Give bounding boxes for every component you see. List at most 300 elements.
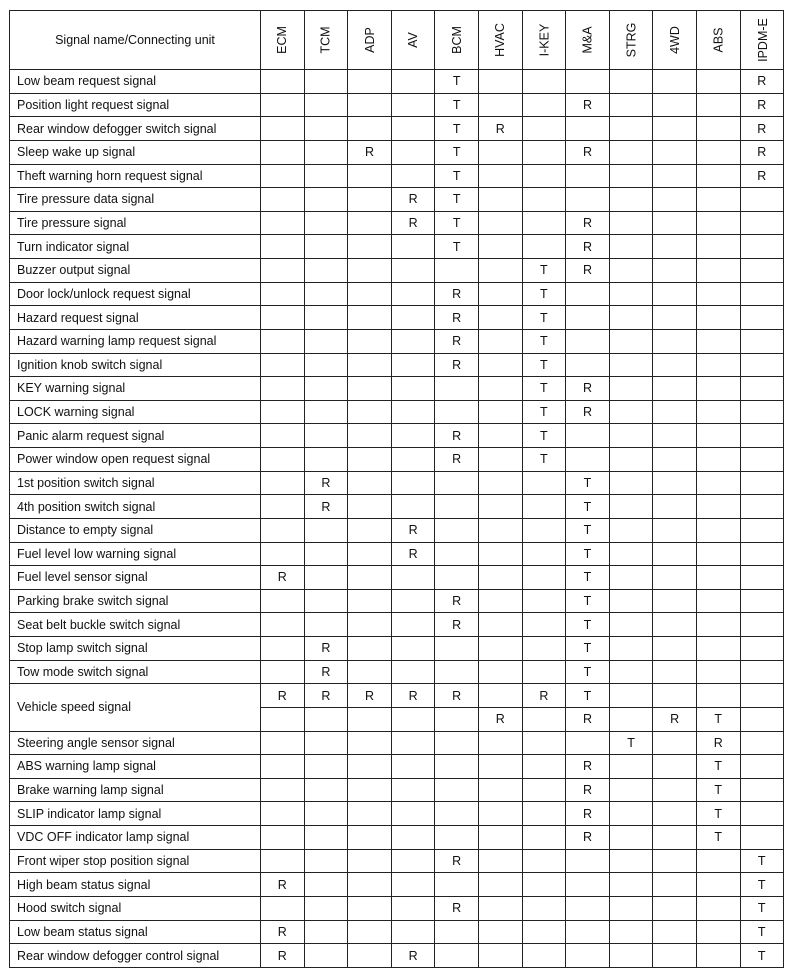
- signal-cell-tcm: [304, 353, 348, 377]
- signal-cell-bcm: T: [435, 140, 479, 164]
- signal-cell-strg: [609, 920, 653, 944]
- signal-cell-bcm: T: [435, 164, 479, 188]
- signal-cell-av: [391, 802, 435, 826]
- signal-row: [10, 920, 784, 944]
- signal-cell-4wd: [653, 282, 697, 306]
- signal-name: Brake warning lamp signal: [10, 778, 261, 802]
- signal-cell-bcm: [435, 377, 479, 401]
- signal-cell-ipdm-e: [740, 448, 783, 472]
- signal-cell-av: [391, 755, 435, 779]
- signal-cell-m-a: T: [566, 684, 610, 708]
- signal-cell-bcm: R: [435, 353, 479, 377]
- signal-cell-hvac: [478, 188, 522, 212]
- signal-name: Steering angle sensor signal: [10, 731, 261, 755]
- signal-cell-av: [391, 495, 435, 519]
- signal-cell-bcm: T: [435, 70, 479, 94]
- signal-cell-av: R: [391, 518, 435, 542]
- signal-cell-hvac: [478, 235, 522, 259]
- signal-name: Distance to empty signal: [10, 518, 261, 542]
- signal-cell-abs: [696, 140, 740, 164]
- signal-cell-strg: [609, 448, 653, 472]
- signal-cell-strg: [609, 400, 653, 424]
- signal-row: [10, 211, 784, 235]
- signal-name: Vehicle speed signal: [10, 684, 261, 731]
- signal-cell-i-key: [522, 235, 566, 259]
- signal-name: Seat belt buckle switch signal: [10, 613, 261, 637]
- signal-cell-av: [391, 329, 435, 353]
- signal-cell-4wd: [653, 93, 697, 117]
- signal-cell-hvac: [478, 164, 522, 188]
- signal-cell-adp: [348, 70, 392, 94]
- signal-cell-ipdm-e: [740, 353, 783, 377]
- signal-cell-av: [391, 849, 435, 873]
- signal-cell-abs: [696, 613, 740, 637]
- signal-cell-tcm: [304, 542, 348, 566]
- signal-cell-i-key: [522, 613, 566, 637]
- signal-cell-ipdm-e: [740, 755, 783, 779]
- signal-cell-abs: [696, 70, 740, 94]
- signal-cell-ipdm-e: R: [740, 140, 783, 164]
- signal-cell-ecm: R: [261, 566, 305, 590]
- signal-cell-adp: [348, 400, 392, 424]
- signal-cell-ipdm-e: [740, 329, 783, 353]
- signal-cell-ecm: [261, 542, 305, 566]
- signal-row: [10, 282, 784, 306]
- signal-cell-adp: [348, 377, 392, 401]
- signal-cell-ipdm-e: T: [740, 920, 783, 944]
- signal-cell-hvac: [478, 589, 522, 613]
- signal-cell-ecm: [261, 211, 305, 235]
- signal-cell-strg: [609, 377, 653, 401]
- signal-cell-ecm: [261, 660, 305, 684]
- signal-cell-ipdm-e: [740, 495, 783, 519]
- signal-row: [10, 589, 784, 613]
- signal-cell-tcm: [304, 613, 348, 637]
- signal-cell-ecm: [261, 826, 305, 850]
- signal-cell-hvac: [478, 353, 522, 377]
- signal-cell-ipdm-e: [740, 400, 783, 424]
- signal-cell-strg: [609, 637, 653, 661]
- signal-row: [10, 802, 784, 826]
- signal-cell-hvac: [478, 259, 522, 283]
- signal-cell-abs: [696, 377, 740, 401]
- signal-cell-hvac: [478, 613, 522, 637]
- signal-cell-av: [391, 448, 435, 472]
- signal-row: [10, 613, 784, 637]
- signal-cell-4wd: [653, 873, 697, 897]
- signal-cell-strg: [609, 495, 653, 519]
- signal-cell-abs: [696, 400, 740, 424]
- signal-cell-abs: [696, 684, 740, 708]
- signal-cell-adp: [348, 495, 392, 519]
- signal-cell-bcm: [435, 873, 479, 897]
- signal-cell-strg: [609, 70, 653, 94]
- signal-cell-tcm: [304, 826, 348, 850]
- signal-cell-abs: [696, 896, 740, 920]
- signal-cell-bcm: [435, 731, 479, 755]
- signal-cell-i-key: T: [522, 400, 566, 424]
- signal-row: [10, 400, 784, 424]
- signal-cell-tcm: [304, 778, 348, 802]
- signal-cell-i-key: [522, 471, 566, 495]
- signal-cell-i-key: [522, 188, 566, 212]
- header-row: [10, 11, 784, 70]
- signal-row: [10, 140, 784, 164]
- signal-cell-4wd: [653, 471, 697, 495]
- signal-cell-ecm: [261, 802, 305, 826]
- signal-cell-i-key: [522, 211, 566, 235]
- signal-cell-av: R: [391, 542, 435, 566]
- signal-cell-adp: [348, 424, 392, 448]
- signal-cell-ipdm-e: [740, 306, 783, 330]
- signal-cell-tcm: [304, 518, 348, 542]
- signal-cell-hvac: [478, 377, 522, 401]
- signal-cell-adp: [348, 471, 392, 495]
- signal-cell-4wd: [653, 329, 697, 353]
- signal-cell-ipdm-e: [740, 637, 783, 661]
- signal-cell-4wd: [653, 896, 697, 920]
- signal-cell-adp: [348, 802, 392, 826]
- unit-header: 4WD: [653, 11, 697, 70]
- signal-cell-adp: [348, 164, 392, 188]
- signal-cell-m-a: R: [566, 377, 610, 401]
- signal-cell-av: [391, 637, 435, 661]
- signal-cell-m-a: [566, 70, 610, 94]
- signal-cell-ipdm-e: [740, 660, 783, 684]
- signal-name: Front wiper stop position signal: [10, 849, 261, 873]
- signal-cell-ecm: [261, 731, 305, 755]
- signal-cell-m-a: T: [566, 589, 610, 613]
- signal-cell-4wd: [653, 755, 697, 779]
- signal-row: [10, 755, 784, 779]
- signal-row: [10, 684, 784, 708]
- signal-cell-ipdm-e: [740, 731, 783, 755]
- signal-cell-tcm: [304, 235, 348, 259]
- signal-cell-abs: T: [696, 802, 740, 826]
- signal-cell-ipdm-e: [740, 542, 783, 566]
- signal-cell-tcm: [304, 329, 348, 353]
- signal-row: [10, 826, 784, 850]
- signal-cell-bcm: R: [435, 282, 479, 306]
- signal-cell-hvac: [478, 920, 522, 944]
- signal-cell-4wd: [653, 589, 697, 613]
- signal-name: Panic alarm request signal: [10, 424, 261, 448]
- unit-header: M&A: [566, 11, 610, 70]
- signal-cell-bcm: [435, 542, 479, 566]
- signal-cell-abs: [696, 920, 740, 944]
- signal-row: [10, 944, 784, 968]
- signal-cell-bcm: R: [435, 613, 479, 637]
- unit-header: I-KEY: [522, 11, 566, 70]
- signal-cell-m-a: R: [566, 826, 610, 850]
- signal-cell-4wd: [653, 140, 697, 164]
- signal-cell-m-a: T: [566, 542, 610, 566]
- signal-cell-bcm: [435, 944, 479, 968]
- signal-cell-adp: [348, 896, 392, 920]
- signal-cell-4wd: [653, 306, 697, 330]
- signal-cell-bcm: T: [435, 235, 479, 259]
- signal-cell-bcm: [435, 495, 479, 519]
- signal-cell-av: R: [391, 188, 435, 212]
- signal-cell-strg: [609, 259, 653, 283]
- signal-cell-tcm: [304, 707, 348, 731]
- signal-cell-i-key: T: [522, 329, 566, 353]
- signal-cell-ipdm-e: [740, 566, 783, 590]
- signal-cell-av: [391, 140, 435, 164]
- signal-cell-4wd: [653, 802, 697, 826]
- signal-name: Theft warning horn request signal: [10, 164, 261, 188]
- signal-cell-av: [391, 235, 435, 259]
- signal-cell-hvac: [478, 306, 522, 330]
- signal-cell-hvac: [478, 660, 522, 684]
- signal-cell-bcm: [435, 802, 479, 826]
- signal-cell-tcm: [304, 164, 348, 188]
- signal-cell-ecm: R: [261, 920, 305, 944]
- signal-cell-i-key: T: [522, 424, 566, 448]
- signal-name: LOCK warning signal: [10, 400, 261, 424]
- signal-name: 1st position switch signal: [10, 471, 261, 495]
- signal-cell-adp: [348, 731, 392, 755]
- signal-cell-i-key: [522, 542, 566, 566]
- signal-cell-adp: [348, 944, 392, 968]
- signal-cell-bcm: [435, 920, 479, 944]
- signal-cell-av: [391, 306, 435, 330]
- signal-cell-ecm: [261, 400, 305, 424]
- signal-row: [10, 93, 784, 117]
- signal-cell-bcm: [435, 755, 479, 779]
- signal-cell-av: [391, 731, 435, 755]
- signal-name: KEY warning signal: [10, 377, 261, 401]
- signal-cell-ecm: [261, 377, 305, 401]
- signal-cell-hvac: [478, 873, 522, 897]
- signal-name: Rear window defogger control signal: [10, 944, 261, 968]
- signal-cell-abs: [696, 873, 740, 897]
- signal-cell-adp: [348, 660, 392, 684]
- signal-cell-av: [391, 377, 435, 401]
- signal-cell-hvac: [478, 424, 522, 448]
- signal-row: [10, 353, 784, 377]
- signal-row: [10, 849, 784, 873]
- signal-cell-abs: [696, 542, 740, 566]
- signal-cell-4wd: [653, 684, 697, 708]
- signal-cell-ecm: [261, 424, 305, 448]
- signal-cell-i-key: T: [522, 259, 566, 283]
- signal-cell-ecm: [261, 518, 305, 542]
- signal-cell-i-key: [522, 920, 566, 944]
- unit-header: ADP: [348, 11, 392, 70]
- signal-cell-i-key: [522, 826, 566, 850]
- signal-cell-i-key: [522, 849, 566, 873]
- signal-cell-bcm: R: [435, 849, 479, 873]
- signal-cell-ecm: R: [261, 944, 305, 968]
- signal-cell-m-a: [566, 164, 610, 188]
- signal-cell-ipdm-e: R: [740, 70, 783, 94]
- signal-cell-4wd: [653, 849, 697, 873]
- signal-cell-tcm: [304, 211, 348, 235]
- signal-cell-tcm: [304, 93, 348, 117]
- signal-cell-abs: [696, 211, 740, 235]
- signal-cell-strg: [609, 778, 653, 802]
- signal-cell-av: [391, 613, 435, 637]
- signal-cell-tcm: [304, 70, 348, 94]
- signal-row: [10, 518, 784, 542]
- signal-cell-av: [391, 424, 435, 448]
- signal-cell-hvac: [478, 849, 522, 873]
- signal-cell-ipdm-e: R: [740, 117, 783, 141]
- unit-header: TCM: [304, 11, 348, 70]
- signal-row: [10, 377, 784, 401]
- signal-cell-adp: [348, 849, 392, 873]
- signal-cell-hvac: [478, 211, 522, 235]
- signal-name: 4th position switch signal: [10, 495, 261, 519]
- signal-row: [10, 896, 784, 920]
- signal-cell-m-a: R: [566, 93, 610, 117]
- signal-cell-adp: [348, 542, 392, 566]
- signal-cell-adp: [348, 93, 392, 117]
- signal-cell-ecm: [261, 235, 305, 259]
- signal-cell-4wd: [653, 353, 697, 377]
- signal-cell-m-a: T: [566, 613, 610, 637]
- signal-cell-adp: [348, 755, 392, 779]
- signal-cell-av: [391, 259, 435, 283]
- signal-cell-hvac: [478, 896, 522, 920]
- signal-cell-ecm: [261, 329, 305, 353]
- signal-cell-hvac: [478, 93, 522, 117]
- signal-cell-bcm: T: [435, 93, 479, 117]
- signal-row: [10, 259, 784, 283]
- signal-row: [10, 542, 784, 566]
- signal-cell-adp: [348, 306, 392, 330]
- signal-cell-ipdm-e: T: [740, 944, 783, 968]
- signal-cell-m-a: [566, 896, 610, 920]
- signal-cell-tcm: [304, 400, 348, 424]
- signal-cell-m-a: T: [566, 660, 610, 684]
- signal-cell-abs: [696, 566, 740, 590]
- signal-cell-av: [391, 70, 435, 94]
- signal-row: [10, 188, 784, 212]
- signal-cell-tcm: [304, 920, 348, 944]
- signal-cell-ipdm-e: [740, 282, 783, 306]
- signal-cell-i-key: [522, 637, 566, 661]
- signal-name: Parking brake switch signal: [10, 589, 261, 613]
- signal-cell-ecm: [261, 495, 305, 519]
- signal-cell-m-a: [566, 849, 610, 873]
- signal-cell-i-key: [522, 873, 566, 897]
- signal-cell-adp: [348, 613, 392, 637]
- signal-cell-abs: [696, 93, 740, 117]
- signal-cell-av: [391, 707, 435, 731]
- signal-cell-strg: [609, 140, 653, 164]
- signal-name: Power window open request signal: [10, 448, 261, 472]
- signal-cell-abs: T: [696, 826, 740, 850]
- unit-header: IPDM-E: [740, 11, 783, 70]
- signal-cell-tcm: [304, 377, 348, 401]
- signal-row: [10, 424, 784, 448]
- signal-cell-tcm: [304, 140, 348, 164]
- signal-cell-ipdm-e: [740, 235, 783, 259]
- signal-cell-i-key: T: [522, 377, 566, 401]
- signal-cell-adp: [348, 566, 392, 590]
- signal-cell-4wd: [653, 448, 697, 472]
- signal-cell-adp: R: [348, 684, 392, 708]
- signal-cell-m-a: R: [566, 259, 610, 283]
- signal-cell-av: [391, 471, 435, 495]
- signal-cell-bcm: [435, 660, 479, 684]
- signal-cell-4wd: [653, 400, 697, 424]
- can-communication-signal-chart: [9, 10, 784, 968]
- signal-name: Door lock/unlock request signal: [10, 282, 261, 306]
- signal-cell-abs: R: [696, 731, 740, 755]
- signal-cell-ipdm-e: [740, 471, 783, 495]
- signal-cell-ipdm-e: R: [740, 93, 783, 117]
- unit-header: HVAC: [478, 11, 522, 70]
- signal-cell-strg: [609, 944, 653, 968]
- signal-cell-ecm: [261, 896, 305, 920]
- signal-name: High beam status signal: [10, 873, 261, 897]
- signal-cell-abs: [696, 518, 740, 542]
- signal-cell-adp: [348, 778, 392, 802]
- signal-cell-ipdm-e: [740, 211, 783, 235]
- signal-name: Position light request signal: [10, 93, 261, 117]
- signal-cell-hvac: [478, 400, 522, 424]
- signal-cell-hvac: [478, 637, 522, 661]
- signal-row: [10, 637, 784, 661]
- signal-cell-abs: [696, 471, 740, 495]
- signal-cell-abs: [696, 849, 740, 873]
- signal-cell-bcm: [435, 400, 479, 424]
- signal-cell-tcm: [304, 755, 348, 779]
- signal-cell-m-a: R: [566, 707, 610, 731]
- signal-cell-hvac: [478, 802, 522, 826]
- signal-cell-hvac: R: [478, 117, 522, 141]
- signal-cell-bcm: T: [435, 117, 479, 141]
- signal-cell-strg: [609, 542, 653, 566]
- signal-cell-hvac: [478, 826, 522, 850]
- signal-cell-i-key: [522, 164, 566, 188]
- signal-cell-adp: [348, 211, 392, 235]
- signal-cell-abs: T: [696, 755, 740, 779]
- signal-cell-hvac: [478, 282, 522, 306]
- signal-cell-m-a: T: [566, 637, 610, 661]
- signal-cell-4wd: [653, 920, 697, 944]
- signal-cell-adp: [348, 259, 392, 283]
- signal-cell-ecm: [261, 778, 305, 802]
- signal-cell-tcm: [304, 802, 348, 826]
- signal-name: Turn indicator signal: [10, 235, 261, 259]
- signal-cell-tcm: [304, 944, 348, 968]
- signal-cell-strg: [609, 235, 653, 259]
- signal-cell-adp: [348, 707, 392, 731]
- signal-cell-4wd: [653, 542, 697, 566]
- signal-cell-4wd: [653, 117, 697, 141]
- signal-cell-av: [391, 589, 435, 613]
- signal-cell-i-key: T: [522, 353, 566, 377]
- signal-cell-tcm: R: [304, 471, 348, 495]
- signal-cell-m-a: [566, 424, 610, 448]
- signal-cell-ecm: [261, 140, 305, 164]
- signal-cell-m-a: [566, 873, 610, 897]
- signal-cell-adp: [348, 235, 392, 259]
- signal-cell-m-a: [566, 188, 610, 212]
- signal-cell-m-a: [566, 306, 610, 330]
- signal-cell-hvac: [478, 731, 522, 755]
- signal-cell-ipdm-e: [740, 188, 783, 212]
- signal-cell-strg: [609, 117, 653, 141]
- signal-cell-abs: [696, 637, 740, 661]
- signal-cell-4wd: [653, 235, 697, 259]
- signal-cell-adp: [348, 589, 392, 613]
- signal-cell-tcm: R: [304, 684, 348, 708]
